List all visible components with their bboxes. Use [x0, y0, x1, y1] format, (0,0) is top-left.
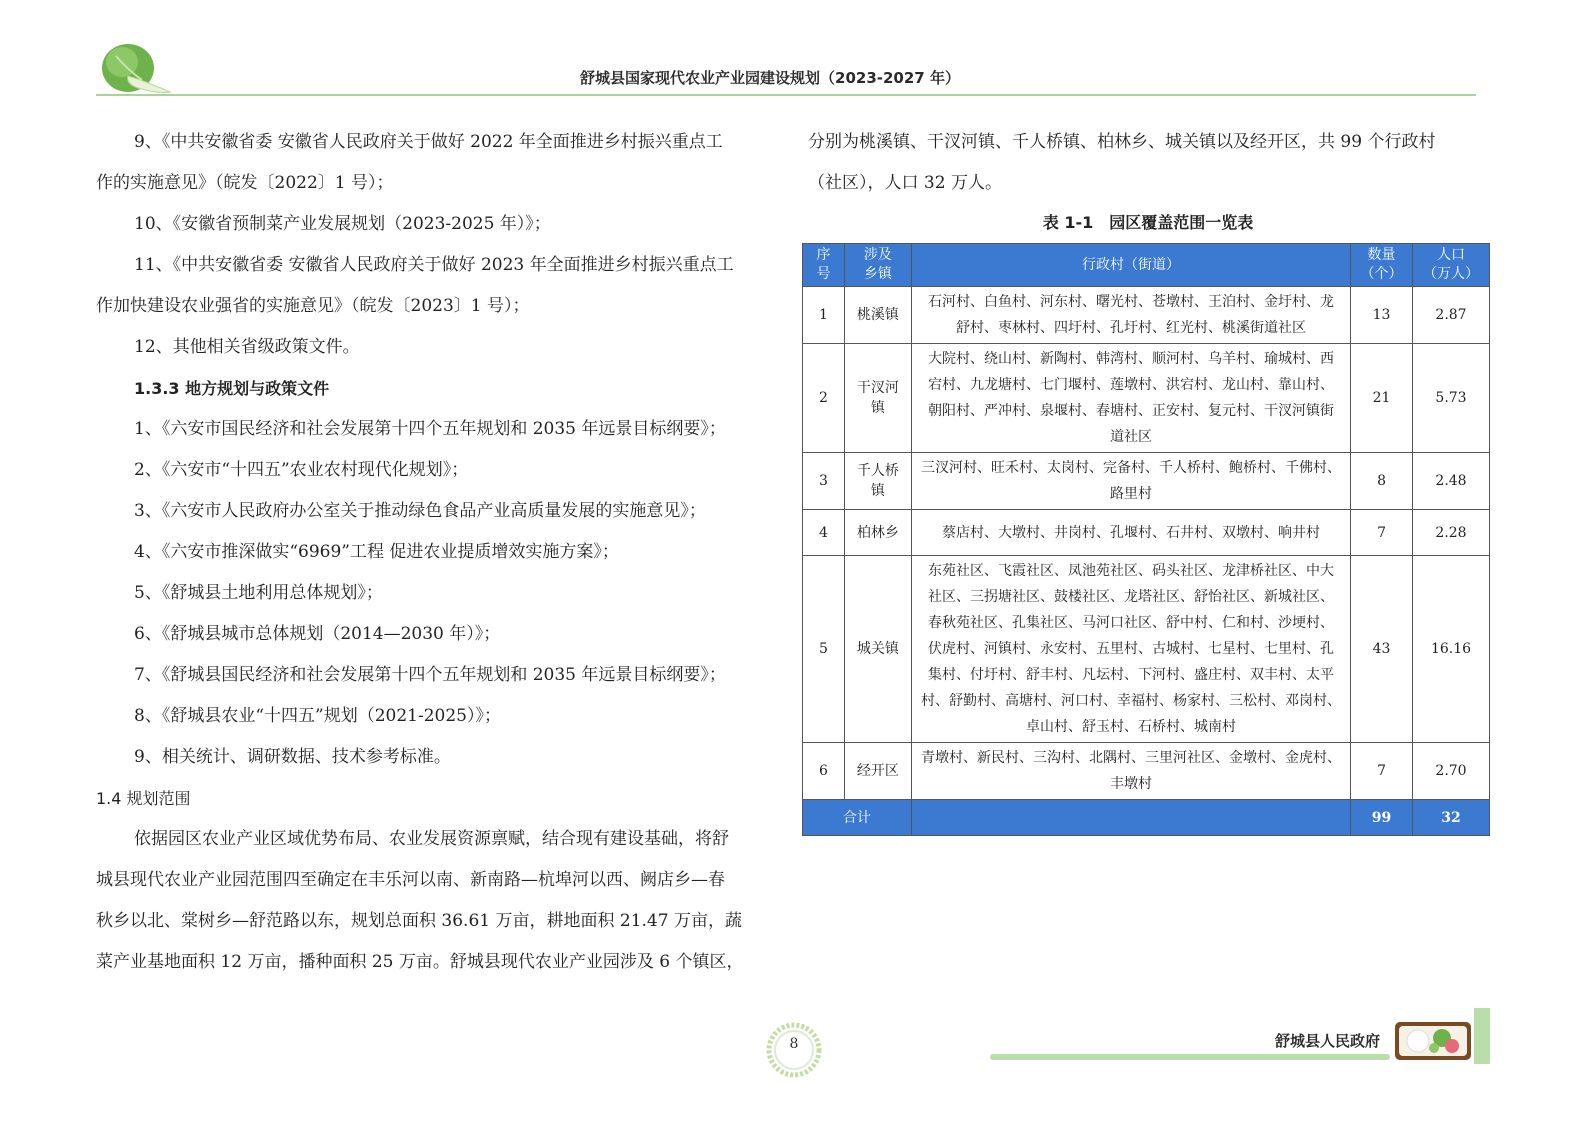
right-column — [808, 122, 1488, 204]
paragraph-line: 作的实施意见》（皖发〔2022〕1 号）； — [96, 173, 394, 193]
cell-villages: 三汊河村、旺禾村、太岗村、完备村、千人桥村、鲍桥村、千佛村、 路里村 — [911, 453, 1350, 510]
paragraph-line: 12、其他相关省级政策文件。 — [134, 337, 360, 357]
footer-side-bar — [1474, 1008, 1490, 1064]
table-caption: 表 1-1 园区覆盖范围一览表 — [1042, 213, 1254, 232]
page-number: 8 — [789, 1036, 799, 1052]
paragraph-line: 4、《六安市推深做实“6969”工程 促进农业提质增效实施方案》； — [134, 542, 619, 562]
cell-pop: 2.87 — [1413, 287, 1490, 344]
table-header-row — [803, 244, 1490, 287]
table-row — [803, 344, 1490, 453]
paragraph-line: 10、《安徽省预制菜产业发展规划（2023-2025 年）》； — [134, 214, 551, 234]
header-count: 数量 （个） — [1351, 244, 1413, 287]
cell-count: 8 — [1351, 453, 1413, 510]
paragraph-line: 1、《六安市国民经济和社会发展第十四个五年规划和 2035 年远景目标纲要》； — [134, 419, 726, 439]
cell-count: 7 — [1351, 510, 1413, 556]
paragraph-line: 秋乡以北、棠树乡—舒范路以东，规划总面积 36.61 万亩，耕地面积 21.47 万亩，蔬 — [96, 911, 742, 931]
left-column — [96, 122, 786, 983]
cell-town: 柏林乡 — [844, 510, 911, 556]
table-total-row — [803, 800, 1490, 836]
total-pop: 32 — [1413, 800, 1490, 836]
table-row — [803, 556, 1490, 743]
cell-no: 4 — [803, 510, 845, 556]
paragraph-line: （社区），人口 32 万人。 — [808, 173, 1002, 193]
paragraph-line: 2、《六安市“十四五”农业农村现代化规划》； — [134, 460, 469, 480]
paragraph-line: 6、《舒城县城市总体规划（2014—2030 年）》； — [134, 624, 501, 644]
total-label: 合计 — [803, 800, 912, 836]
paragraph-line: 城县现代农业产业园范围四至确定在丰乐河以南、新南路—杭埠河以西、阙店乡—春 — [96, 870, 725, 890]
paragraph-line: 3、《六安市人民政府办公室关于推动绿色食品产业高质量发展的实施意见》； — [134, 501, 706, 521]
vegetable-tray-icon — [1394, 1020, 1472, 1062]
cell-pop: 2.28 — [1413, 510, 1490, 556]
cell-no: 3 — [803, 453, 845, 510]
subsection-heading: 1.3.3 地方规划与政策文件 — [134, 379, 330, 398]
cell-villages: 东苑社区、飞霞社区、凤池苑社区、码头社区、龙津桥社区、中大 社区、三拐塘社区、鼓楼社区、龙塔社区、舒怡社区、新城社区、 春秋苑社区、孔集社区、马河口社区、舒中村、仁和村、沙埂村、 伏虎村、河镇村、永安村、五里村、古城村、七星村、七里村、孔 集村、付圩村、舒丰村、凡坛村、下河村、盛庄村、双丰村、太平 村、舒勤村、高塘村、河口村、幸福村、杨家村、三松村、邓岗村、 卓山村、舒玉村、石桥村、城南村 — [911, 556, 1350, 743]
header-no: 序 号 — [803, 244, 845, 287]
cell-count: 43 — [1351, 556, 1413, 743]
coverage-table — [802, 243, 1490, 836]
paragraph-line: 作加快建设农业强省的实施意见》（皖发〔2023〕1 号）； — [96, 296, 530, 316]
cell-villages: 青墩村、新民村、三沟村、北隅村、三里河社区、金墩村、金虎村、 丰墩村 — [911, 743, 1350, 800]
footer-divider — [990, 1054, 1390, 1060]
cell-villages: 大院村、绕山村、新陶村、韩湾村、顺河村、乌羊村、瑜城村、西 宕村、九龙塘村、七门堰村、莲墩村、洪宕村、龙山村、靠山村、 朝阳村、严冲村、泉堰村、春塘村、正安村、复元村、干汊河镇街 道社区 — [911, 344, 1350, 453]
paragraph-line: 9、《中共安徽省委 安徽省人民政府关于做好 2022 年全面推进乡村振兴重点工 — [134, 132, 723, 152]
cell-no: 1 — [803, 287, 845, 344]
paragraph-line: 9、相关统计、调研数据、技术参考标准。 — [134, 747, 451, 767]
total-empty-cell — [911, 800, 1350, 836]
cell-town: 桃溪镇 — [844, 287, 911, 344]
cell-no: 2 — [803, 344, 845, 453]
paragraph-line: 分别为桃溪镇、干汊河镇、千人桥镇、柏林乡、城关镇以及经开区，共 99 个行政村 — [808, 132, 1436, 152]
table-row — [803, 510, 1490, 556]
header-pop: 人口 （万人） — [1413, 244, 1490, 287]
paragraph-line: 7、《舒城县国民经济和社会发展第十四个五年规划和 2035 年远景目标纲要》； — [134, 665, 726, 685]
cell-town: 千人桥 镇 — [844, 453, 911, 510]
table-row — [803, 743, 1490, 800]
paragraph-line: 8、《舒城县农业“十四五”规划（2021-2025）》； — [134, 706, 501, 726]
cell-pop: 2.70 — [1413, 743, 1490, 800]
cell-count: 13 — [1351, 287, 1413, 344]
cell-count: 7 — [1351, 743, 1413, 800]
cell-pop: 2.48 — [1413, 453, 1490, 510]
cell-pop: 5.73 — [1413, 344, 1490, 453]
cell-town: 干汊河 镇 — [844, 344, 911, 453]
cell-count: 21 — [1351, 344, 1413, 453]
paragraph-line: 依据园区农业产业区域优势布局、农业发展资源禀赋，结合现有建设基础，将舒 — [134, 829, 729, 849]
cell-town: 城关镇 — [844, 556, 911, 743]
cell-no: 5 — [803, 556, 845, 743]
paragraph-line: 11、《中共安徽省委 安徽省人民政府关于做好 2023 年全面推进乡村振兴重点工 — [134, 255, 734, 275]
cell-town: 经开区 — [844, 743, 911, 800]
table-row — [803, 453, 1490, 510]
cell-no: 6 — [803, 743, 845, 800]
footer-org: 舒城县人民政府 — [1274, 1032, 1380, 1050]
header-divider — [96, 94, 1476, 96]
cell-pop: 16.16 — [1413, 556, 1490, 743]
total-count: 99 — [1351, 800, 1413, 836]
section-heading: 1.4 规划范围 — [96, 789, 191, 808]
header-villages: 行政村（街道） — [911, 244, 1350, 287]
cell-villages: 石河村、白鱼村、河东村、曙光村、苍墩村、王泊村、金圩村、龙 舒村、枣林村、四圩村、孔圩村、红光村、桃溪街道社区 — [911, 287, 1350, 344]
cabbage-logo-icon — [98, 36, 176, 96]
cell-villages: 蔡店村、大墩村、井岗村、孔堰村、石井村、双墩村、响井村 — [911, 510, 1350, 556]
table-row — [803, 287, 1490, 344]
header-town: 涉及 乡镇 — [844, 244, 911, 287]
paragraph-line: 菜产业基地面积 12 万亩，播种面积 25 万亩。舒城县现代农业产业园涉及 6 个镇区， — [96, 952, 744, 972]
header-title: 舒城县国家现代农业产业园建设规划（2023-2027 年） — [580, 69, 960, 87]
paragraph-line: 5、《舒城县土地利用总体规划》； — [134, 583, 383, 603]
